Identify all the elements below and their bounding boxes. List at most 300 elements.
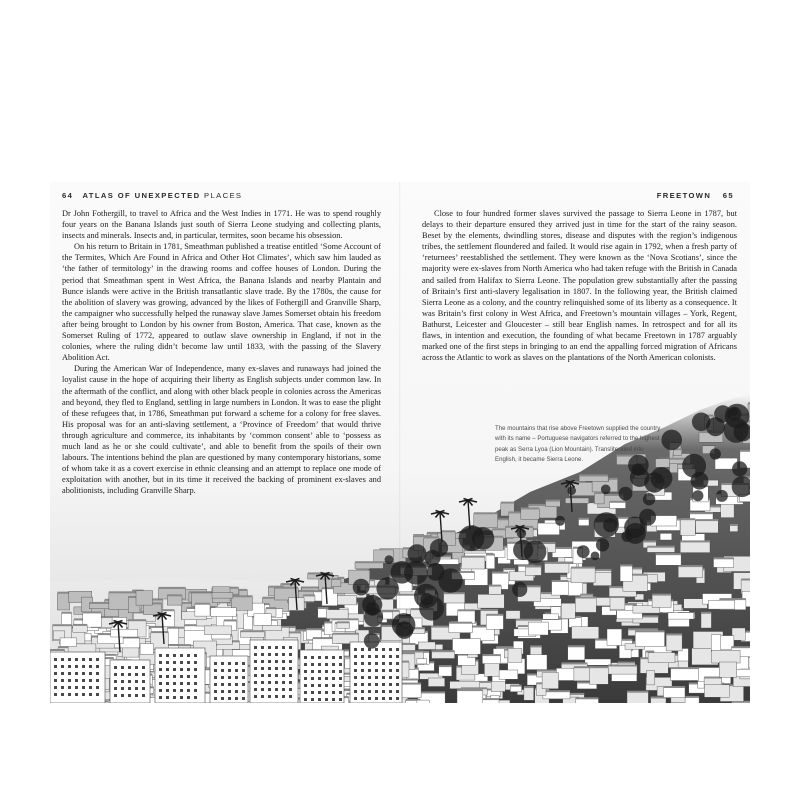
left-running-head [62,191,242,200]
window [89,672,92,675]
window [159,668,162,671]
tree-canopy [513,540,533,560]
building [585,659,611,665]
paragraph: On his return to Britain in 1781, Smeathman published a treatise entitled ‘Some Account of the Termites, Which Are Found in Africa and Other Hot Climates’, which saw him lauded as ‘the father of termitology’ in the drawing rooms and coffee houses of London. During the period that Smeathman spent in West Africa, the Banana Islands and nearby Plantain and Bunce islands were active in the British transatlantic slave trade. By the 1780s, the cause for the abolition of slavery was growing, advanced by the likes of Fothergill and Granville Sharp, the campaigner who successfully helped the runaway slave James Somerset obtain his freedom after being brought to London by his owner from Boston, America. That case, known as the Somerset Ruling of 1772, appeared to outlaw slave ownership in England, if not in the colonies, where the ruling didn’t become law until 1833, with the passing of the Slavery Abolition Act. [62,242,381,363]
window [221,676,224,679]
tree-canopy [555,516,565,526]
building [594,493,604,504]
window [82,672,85,675]
window [235,697,238,700]
building [211,608,237,617]
building-roof [530,645,542,647]
window [289,667,292,670]
window [282,653,285,656]
window [187,661,190,664]
building-roof [740,450,750,452]
window [89,693,92,696]
window [325,691,328,694]
building-roof [635,630,664,632]
window [354,697,357,700]
window [282,660,285,663]
tree-canopy [724,418,749,443]
window [354,690,357,693]
tree-canopy [591,552,600,561]
window [221,683,224,686]
building-roof [418,691,445,693]
window [382,662,385,665]
window [242,662,245,665]
building [647,547,675,552]
building [678,567,703,578]
window [261,695,264,698]
building-roof [274,587,298,589]
building-roof [318,607,329,609]
building-roof [608,665,637,667]
window [254,660,257,663]
window [268,695,271,698]
window [389,676,392,679]
window [214,662,217,665]
foreground-building [350,642,402,703]
building [462,557,485,569]
building [524,688,534,701]
window [173,689,176,692]
building-roof [266,607,276,609]
building-roof [731,646,750,648]
building-roof [510,685,521,687]
building [417,659,427,664]
window [332,691,335,694]
building [521,509,540,519]
building-roof [439,665,452,667]
building-roof [240,630,264,632]
window [275,674,278,677]
window [135,673,138,676]
window [275,695,278,698]
building-roof [109,591,138,593]
window [128,666,131,669]
building-roof [664,686,686,688]
window [54,672,57,675]
window [304,677,307,680]
window [159,696,162,699]
building-roof [306,628,322,630]
building [660,533,672,540]
building-roof [355,561,383,563]
building [671,669,699,681]
window [304,698,307,701]
building-roof [492,572,508,574]
building-roof [543,690,570,692]
building [701,613,711,628]
building [418,642,435,650]
window [332,677,335,680]
window [268,667,271,670]
building-roof [462,556,485,558]
building [439,667,452,677]
window [254,681,257,684]
building-roof [678,565,703,567]
window [75,658,78,661]
window [339,677,342,680]
window [214,697,217,700]
window [121,694,124,697]
building-roof [496,646,514,648]
building-roof [568,645,585,647]
window [235,690,238,693]
building-roof [231,595,252,597]
building [111,629,138,637]
window [114,666,117,669]
building-roof [571,567,595,569]
window [311,656,314,659]
window [332,684,335,687]
window [68,665,71,668]
window [214,690,217,693]
window [187,696,190,699]
building [571,568,595,583]
window [228,697,231,700]
window [54,658,57,661]
tree-canopy [594,512,619,537]
building [714,559,734,568]
window [325,656,328,659]
window [194,682,197,685]
window [89,658,92,661]
window [361,690,364,693]
building [528,622,548,635]
window [368,690,371,693]
tree-canopy [459,525,485,551]
book-spread [50,182,750,703]
building-roof [628,628,658,630]
window [114,687,117,690]
building-roof [444,592,465,594]
window [254,674,257,677]
window [275,646,278,649]
window [254,646,257,649]
window [268,660,271,663]
left-running-title: ATLAS OF UNEXPECTED [82,191,201,200]
building [704,685,729,698]
window [96,693,99,696]
window [54,693,57,696]
building-roof [696,519,719,521]
window [325,670,328,673]
window [173,696,176,699]
window [389,662,392,665]
paragraph: Close to four hundred former slaves survived the passage to Sierra Leone in 1787, but delays to their departure ensured they arrived just in time for the start of the rainy season. Beset by the elements, dwindling stores, disease and disputes with the region’s indigenous tribes, the settlement floundered and failed. It would rise again in 1792, when a fresh party of ‘returnees’ reestablished the settlement. They were known as the ‘Nova Scotians’, since the majority were ex-slaves from North America who had taken refuge with the British in Canada and sailed from Halifax to Sierra Leone. The population grew substantially after the passing of Britain’s first anti-slavery legalisation in 1807. In the following year, the British claimed Sierra Leone as a colony, and the country relinquished some of its liberty as a consequence. It was Britain’s first colony in West Africa, and Freetown’s mountain villages – York, Regent, Bathurst, Leicester and Gloucester – still bear English names. In retrospect and for all its flaws, in intention and execution, the founding of what became Freetown in 1787 arguably marked one of the first steps in bringing to an end the appalling forced migration of Africans across the Atlantic to work as slaves on the plantations of the North American colonists. [422,209,737,363]
window [61,679,64,682]
window [361,669,364,672]
window [194,668,197,671]
window [89,665,92,668]
window [142,680,145,683]
window [332,663,335,666]
window [375,662,378,665]
tree-canopy [601,485,611,495]
building-roof [179,644,191,646]
window [289,688,292,691]
building-roof [62,612,72,614]
window [114,680,117,683]
building-roof [652,594,671,596]
tree-canopy [692,490,703,501]
window [268,646,271,649]
building [508,649,522,663]
window [289,674,292,677]
building-roof [83,611,102,613]
window [228,690,231,693]
photo-caption: The mountains that rise above Freetown supplied the country with its name – Portuguese navigators referred to the highest peak as Serra Lyoa (Lion Mountain). Transliterated into English, it became Sierra Leone. [495,425,661,464]
window [289,660,292,663]
building-roof [610,501,626,503]
window [121,666,124,669]
building [337,623,350,629]
window [128,687,131,690]
building [590,668,609,685]
building-roof [281,583,297,585]
window [75,679,78,682]
window [82,693,85,696]
window [128,673,131,676]
window [318,698,321,701]
building [656,555,682,566]
window [261,667,264,670]
window [339,663,342,666]
window [68,672,71,675]
window [368,669,371,672]
window [61,665,64,668]
window [339,670,342,673]
building-roof [618,517,628,519]
building [167,596,182,605]
window [142,673,145,676]
building [542,673,558,689]
left-page-number: 64 [62,191,74,200]
building-roof [302,587,319,589]
window [261,674,264,677]
building [552,582,569,596]
window [304,670,307,673]
building [545,563,570,573]
window [268,688,271,691]
building [355,563,383,569]
window [389,690,392,693]
window [361,683,364,686]
window [375,690,378,693]
building-roof [503,568,515,570]
window [166,668,169,671]
building [664,688,686,698]
window [89,686,92,689]
building [140,644,153,655]
building-roof [449,622,472,624]
building-roof [748,402,750,404]
building [569,617,582,627]
window [389,648,392,651]
paragraph: During the American War of Independence, many ex-slaves and runaways had joined the loyalist cause in the hope of acquiring their liberty as English subjects under common law. In the aftermath of the conflict, and along with other black people in colonies across the Americas and beyond, they fled to England, settling in large numbers in London. It was to ease the plight of these refugees that, in 1786, Smeathman put forward a scheme for a colony for free slaves. His proposal was for an anti-slaving settlement, a ‘Province of Freedom’ that would thrive through agriculture and commerce, its inhabitants by ‘common consent’ able to ‘possess as much land as he or she could cultivate’, and able to benefit from the spoils of their own labours. The intentions behind the plan are questioned by many contemporary historians, some of whom take it as a covert exercise in ethnic cleansing and an attempt to replace one mode of exploitation with another, but in its time it received the backing of prominent ex-slaves and abolitionists, including Granville Sharp. [62,364,381,496]
building [474,514,498,528]
window [361,655,364,658]
window [68,693,71,696]
building-roof [575,597,596,599]
window [318,670,321,673]
building [136,591,153,606]
window [194,661,197,664]
window [339,698,342,701]
building [491,682,505,692]
window [254,695,257,698]
window [228,662,231,665]
window [173,654,176,657]
window [173,661,176,664]
building-roof [680,540,710,542]
building [635,632,664,647]
window [368,683,371,686]
window [128,694,131,697]
building [652,595,671,607]
building-roof [741,579,750,581]
building [444,594,465,603]
window [54,665,57,668]
window [194,675,197,678]
foreground-building [250,640,298,703]
window [121,687,124,690]
building-roof [701,612,711,614]
window [282,667,285,670]
building-roof [441,530,455,532]
window [187,654,190,657]
building [254,614,271,626]
window [304,656,307,659]
window [159,654,162,657]
building [417,700,429,703]
window [289,695,292,698]
window [289,646,292,649]
window [221,697,224,700]
window [135,680,138,683]
building [383,612,393,619]
tree-canopy [376,577,398,599]
building [608,666,637,674]
window [159,689,162,692]
window [318,684,321,687]
building [167,628,179,644]
window [254,667,257,670]
window [332,656,335,659]
building [428,678,445,687]
building [576,699,599,703]
building [413,629,425,634]
building [449,623,472,633]
window [180,689,183,692]
building-roof [239,589,247,591]
building-roof [627,691,648,693]
building [486,555,495,569]
building [543,692,570,699]
window [142,694,145,697]
building-roof [424,536,439,538]
window [375,655,378,658]
window [121,673,124,676]
window [235,676,238,679]
left-body-text [62,208,381,496]
window [159,682,162,685]
building-roof [521,507,540,509]
window [180,668,183,671]
building [510,686,521,692]
window [318,691,321,694]
building [647,671,655,685]
tree-canopy [619,487,633,501]
tree-canopy [364,633,380,649]
window [173,682,176,685]
window [242,697,245,700]
window [325,663,328,666]
window [311,670,314,673]
window [68,686,71,689]
right-page-number: 65 [722,191,734,200]
window [368,697,371,700]
window [221,662,224,665]
building [708,600,734,609]
window [173,668,176,671]
window [282,688,285,691]
building [610,598,625,610]
window [254,653,257,656]
window [289,681,292,684]
building [543,614,559,619]
window [166,682,169,685]
building-roof [516,619,544,621]
building [680,542,710,553]
building [73,625,88,632]
building [696,521,719,533]
window [275,681,278,684]
building [303,596,315,601]
building [579,519,590,525]
building-roof [128,619,146,621]
window [194,689,197,692]
window [54,686,57,689]
window [96,679,99,682]
window [275,667,278,670]
tree-canopy [567,486,576,495]
window [304,663,307,666]
building-roof [656,553,682,555]
building-roof [610,596,625,598]
building [561,603,575,618]
building-roof [620,564,632,566]
building [489,586,502,594]
window [96,672,99,675]
tree-canopy [392,613,416,637]
tree-canopy [408,544,427,563]
building-roof [489,585,502,587]
building-roof [486,614,503,616]
building-roof [458,609,475,611]
window [318,677,321,680]
window [375,648,378,651]
building [482,656,500,664]
window [368,655,371,658]
building [263,625,282,630]
window [75,672,78,675]
window [187,682,190,685]
building [666,635,682,651]
window [187,675,190,678]
